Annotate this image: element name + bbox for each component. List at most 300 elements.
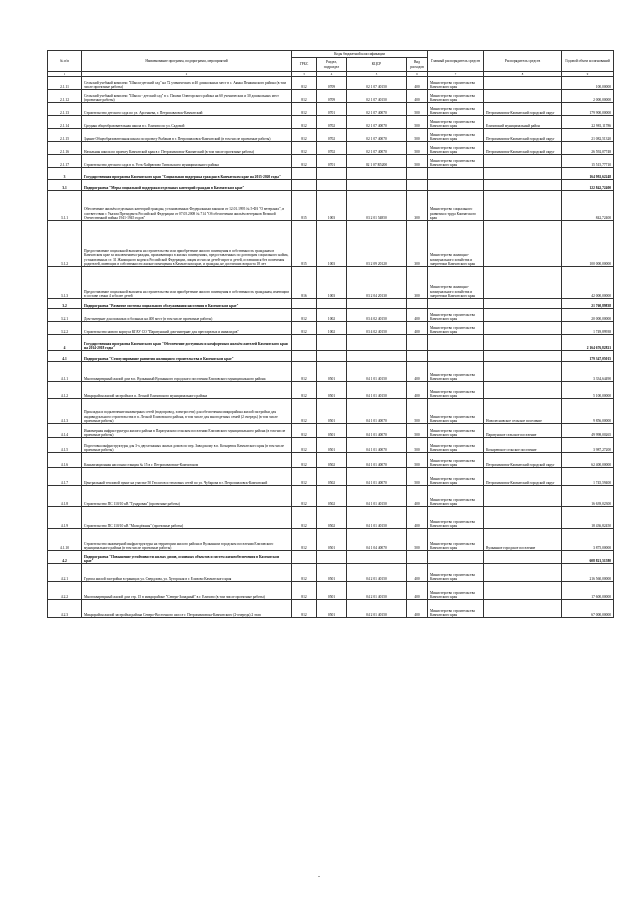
row-recipient <box>484 551 562 564</box>
row-recipient <box>484 382 562 399</box>
row-volume: 21 082,51320 <box>562 129 614 142</box>
row-ksr: 04 2 01 40150 <box>347 600 407 618</box>
row-manager: Министерство социального развития и труда Камчатского края <box>428 191 484 221</box>
table-row <box>48 486 614 507</box>
row-number: 4.2.2 <box>48 582 82 600</box>
row-ksr: 03 4 02 40150 <box>347 322 407 335</box>
row-name: Многоквартирный жилой дом в п. Вулканный Вулканного городского поселения Елизовского муниципального района <box>82 362 292 382</box>
row-razdel: 0701 <box>317 155 347 168</box>
row-number: 3.1.1 <box>48 191 82 221</box>
row-grbs: 812 <box>292 600 317 618</box>
header-codes-group: Коды бюджетной классификации <box>292 51 428 58</box>
column-number: 5 <box>347 72 407 77</box>
row-name: Государственная программа Камчатского края "Обеспечение доступным и комфортным жильём жителей Камчатского края на 2014-2018 годы" <box>82 335 292 351</box>
row-manager: Министерство строительства Камчатского края <box>428 90 484 103</box>
row-vr: 500 <box>407 468 428 486</box>
row-razdel <box>317 335 347 351</box>
row-number: 2.1.11 <box>48 77 82 90</box>
row-manager: Министерство строительства Камчатского края <box>428 438 484 453</box>
row-razdel: 1003 <box>317 191 347 221</box>
row-manager: Министерство строительства Камчатского края <box>428 424 484 438</box>
row-ksr <box>347 168 407 180</box>
row-ksr: 04 1 01 40150 <box>347 362 407 382</box>
row-volume: 3 987,27200 <box>562 438 614 453</box>
header-razdel: Раздел, подраздел <box>317 58 347 72</box>
row-volume: 1 749,89938 <box>562 322 614 335</box>
row-razdel: 1003 <box>317 221 347 267</box>
table-row <box>48 322 614 335</box>
row-manager <box>428 335 484 351</box>
row-grbs: 812 <box>292 142 317 155</box>
row-name: Подпрограмма "Развитие системы социального обслуживания населения в Камчатском крае" <box>82 299 292 309</box>
row-recipient <box>484 90 562 103</box>
row-volume: 18 436,82450 <box>562 507 614 529</box>
row-manager: Министерство строительства Камчатского края <box>428 486 484 507</box>
column-number: 3 <box>292 72 317 77</box>
row-name: Государственная программа Камчатского края "Социальная поддержка граждан в Камчатском крае на 2015-2020 годы" <box>82 168 292 180</box>
row-vr: 500 <box>407 424 428 438</box>
row-grbs: 815 <box>292 221 317 267</box>
row-name: Строительство детского сада по ул. Арсеньева, г. Петропавловск-Камчатский <box>82 103 292 116</box>
table-row <box>48 453 614 468</box>
table-row <box>48 335 614 351</box>
row-recipient: Елизовский муниципальный район <box>484 116 562 129</box>
row-vr: 500 <box>407 103 428 116</box>
row-grbs: 815 <box>292 191 317 221</box>
table-row <box>48 116 614 129</box>
row-recipient: Козыревское сельское поселение <box>484 438 562 453</box>
row-volume: 2 000,00000 <box>562 90 614 103</box>
row-razdel: 0501 <box>317 362 347 382</box>
row-vr: 300 <box>407 221 428 267</box>
row-name: Группа жилой застройки в границах ул. Свердлова, ул. Хуторская в г. Елизово Камчатского края <box>82 564 292 582</box>
row-recipient: Новолесновское сельское поселение <box>484 399 562 424</box>
header-name: Наименование программ, подпрограмм, мероприятий <box>82 51 292 72</box>
table-row <box>48 382 614 399</box>
row-grbs: 812 <box>292 507 317 529</box>
row-name: Строительство нового корпуса КГАУ СО "Паратунский дом-интернат для престарелых и инвалидов" <box>82 322 292 335</box>
row-manager <box>428 180 484 191</box>
row-ksr: 04 1 01 40070 <box>347 453 407 468</box>
row-volume: 608 821,51580 <box>562 551 614 564</box>
row-manager: Министерство строительства Камчатского края <box>428 468 484 486</box>
row-razdel: 0502 <box>317 486 347 507</box>
row-volume: 2 164 676,82821 <box>562 335 614 351</box>
header-manager: Главный распорядитель средств <box>428 51 484 72</box>
row-manager <box>428 551 484 564</box>
row-number: 4.1.8 <box>48 486 82 507</box>
row-recipient <box>484 309 562 322</box>
row-number: 4 <box>48 335 82 351</box>
row-grbs: 816 <box>292 267 317 299</box>
row-grbs: 812 <box>292 103 317 116</box>
row-ksr: 02 1 07 40070 <box>347 103 407 116</box>
row-razdel: 0501 <box>317 564 347 582</box>
row-name: Строительство инженерной инфраструктуры на территории жилого района в Вулканном городском поселении Елизовского муниципального района (в том числе проектные работы) <box>82 529 292 551</box>
row-number: 4.2.3 <box>48 600 82 618</box>
row-vr <box>407 299 428 309</box>
table-row <box>48 267 614 299</box>
row-vr <box>407 351 428 362</box>
row-grbs: 812 <box>292 453 317 468</box>
row-number: 4.1 <box>48 351 82 362</box>
row-name: Канализационная насосная станция № 15 в г. Петропавловске-Камчатском <box>82 453 292 468</box>
row-vr <box>407 168 428 180</box>
row-grbs: 812 <box>292 468 317 486</box>
row-number: 4.1.4 <box>48 424 82 438</box>
row-vr: 400 <box>407 77 428 90</box>
row-manager: Министерство строительства Камчатского края <box>428 600 484 618</box>
row-number: 3.1.3 <box>48 267 82 299</box>
row-volume: 17 600,00000 <box>562 582 614 600</box>
table-row <box>48 129 614 142</box>
row-ksr: 03 2 01 54850 <box>347 191 407 221</box>
row-ksr: 04 2 01 40150 <box>347 582 407 600</box>
row-razdel: 1002 <box>317 322 347 335</box>
table-row <box>48 77 614 90</box>
row-number: 3.1.2 <box>48 221 82 267</box>
row-ksr: 02 1 07 40150 <box>347 77 407 90</box>
row-vr: 500 <box>407 155 428 168</box>
row-recipient <box>484 191 562 221</box>
row-name: Дом-интернат для пожилых и больных на 400 мест (в том числе проектные работы) <box>82 309 292 322</box>
table-row <box>48 529 614 551</box>
row-volume: 22 981,11786 <box>562 116 614 129</box>
row-manager: Министерство строительства Камчатского края <box>428 362 484 382</box>
row-razdel: 0702 <box>317 142 347 155</box>
row-recipient <box>484 362 562 382</box>
row-name: Средняя общеобразовательная школа в с. Елизово по ул. Садовой <box>82 116 292 129</box>
row-vr: 300 <box>407 191 428 221</box>
row-number: 3 <box>48 168 82 180</box>
table-row <box>48 564 614 582</box>
row-razdel <box>317 168 347 180</box>
row-volume: 26 592,07748 <box>562 142 614 155</box>
row-vr: 500 <box>407 116 428 129</box>
document-page <box>47 50 613 618</box>
row-manager <box>428 299 484 309</box>
row-volume: 5 100,00000 <box>562 382 614 399</box>
table-row <box>48 168 614 180</box>
row-recipient: Петропавловск-Камчатский городской округ <box>484 103 562 116</box>
header-num: № п/п <box>48 51 82 72</box>
row-vr: 500 <box>407 399 428 424</box>
row-recipient <box>484 486 562 507</box>
row-name: Строительство детского сада в п. Усть-Хайрюзово Тигильского муниципального района <box>82 155 292 168</box>
row-grbs: 812 <box>292 399 317 424</box>
row-volume: 3 875,00000 <box>562 529 614 551</box>
row-number: 4.2 <box>48 551 82 564</box>
row-recipient: Вулканное городское поселение <box>484 529 562 551</box>
row-ksr <box>347 335 407 351</box>
row-name: Подпрограмма "Стимулирование развития жилищного строительства в Камчатском крае" <box>82 351 292 362</box>
row-volume: 842,72400 <box>562 191 614 221</box>
row-ksr <box>347 351 407 362</box>
row-name: Подпрограмма "Меры социальной поддержки отдельных категорий граждан в Камчатском крае" <box>82 180 292 191</box>
row-grbs: 812 <box>292 129 317 142</box>
row-number: 4.2.1 <box>48 564 82 582</box>
row-manager: Министерство строительства Камчатского края <box>428 529 484 551</box>
row-manager: Министерство строительства Камчатского края <box>428 322 484 335</box>
row-vr: 400 <box>407 600 428 618</box>
row-ksr: 04 1 01 40150 <box>347 507 407 529</box>
row-vr: 500 <box>407 438 428 453</box>
row-name: Центральный тепловой пункт на участке 50 Геологов и тепловых сетей по ул. Чубарова в г. Петропавловск-Камчатский <box>82 468 292 486</box>
column-number: 6 <box>407 72 428 77</box>
table-row <box>48 191 614 221</box>
row-razdel: 0702 <box>317 129 347 142</box>
row-manager: Министерство строительства Камчатского края <box>428 309 484 322</box>
row-number: 4.1.9 <box>48 507 82 529</box>
row-number: 4.1.1 <box>48 362 82 382</box>
row-manager: Министерство жилищно-коммунального хозяйства и энергетики Камчатского края <box>428 221 484 267</box>
row-manager: Министерство строительства Камчатского края <box>428 507 484 529</box>
table-row <box>48 180 614 191</box>
row-grbs: 812 <box>292 438 317 453</box>
row-ksr: 02 1 07 40070 <box>347 129 407 142</box>
row-razdel: 0709 <box>317 90 347 103</box>
row-grbs <box>292 168 317 180</box>
row-razdel: 1002 <box>317 309 347 322</box>
row-grbs: 812 <box>292 529 317 551</box>
row-razdel: 0501 <box>317 399 347 424</box>
table-row <box>48 468 614 486</box>
row-grbs <box>292 299 317 309</box>
row-name: Подпрограмма "Повышение устойчивости жилых домов, основных объектов и систем жизнеобеспечения в Камчатском крае" <box>82 551 292 564</box>
row-ksr <box>347 551 407 564</box>
row-volume: 100,00000 <box>562 77 614 90</box>
row-number: 3.2 <box>48 299 82 309</box>
row-vr: 500 <box>407 453 428 468</box>
row-recipient <box>484 168 562 180</box>
row-vr: 400 <box>407 582 428 600</box>
row-volume: 179 900,00000 <box>562 103 614 116</box>
row-razdel: 0501 <box>317 582 347 600</box>
header-recipient: Распорядитель средств <box>484 51 562 72</box>
row-grbs <box>292 351 317 362</box>
row-number: 4.1.3 <box>48 399 82 424</box>
row-recipient: Петропавловск-Камчатский городской округ <box>484 129 562 142</box>
row-name: Инженерная инфраструктура жилого района в Паратунском сельском поселении Елизовского муниципального района (в том числе проектные работы) <box>82 424 292 438</box>
row-grbs <box>292 551 317 564</box>
row-ksr: 03 2 04 20130 <box>347 267 407 299</box>
row-volume: 122 842,72400 <box>562 180 614 191</box>
row-vr: 400 <box>407 309 428 322</box>
row-ksr: 04 1 01 40150 <box>347 382 407 399</box>
row-ksr: 02 1 07 40070 <box>347 142 407 155</box>
row-manager <box>428 351 484 362</box>
row-grbs: 812 <box>292 564 317 582</box>
row-vr: 400 <box>407 90 428 103</box>
row-vr: 400 <box>407 507 428 529</box>
table-row <box>48 90 614 103</box>
header-vr: Вид расходов <box>407 58 428 72</box>
row-ksr: 04 1 01 40150 <box>347 486 407 507</box>
row-volume: 62 400,00000 <box>562 453 614 468</box>
row-name: Здание Общеобразовательная школа по проекту Рыбаков в г. Петропавловск-Камчатский (в том числе проектные работы) <box>82 129 292 142</box>
table-row <box>48 424 614 438</box>
column-number: 1 <box>48 72 82 77</box>
column-number: 8 <box>484 72 562 77</box>
row-razdel: 0702 <box>317 116 347 129</box>
row-ksr: 04 2 01 40150 <box>347 564 407 582</box>
row-vr: 400 <box>407 486 428 507</box>
row-razdel: 0709 <box>317 77 347 90</box>
row-grbs: 812 <box>292 486 317 507</box>
row-recipient <box>484 180 562 191</box>
row-volume: 20 000,00000 <box>562 309 614 322</box>
row-ksr: 04 1 04 40070 <box>347 529 407 551</box>
row-number: 3.1 <box>48 180 82 191</box>
row-razdel <box>317 180 347 191</box>
row-razdel: 0501 <box>317 424 347 438</box>
row-vr: 500 <box>407 142 428 155</box>
row-name: Начальная школа по проекту Камчатской края в г. Петропавловск-Камчатский (в том числе проектные работы) <box>82 142 292 155</box>
row-ksr: 03 2 09 20120 <box>347 221 407 267</box>
row-name: Предоставление социальной выплаты на строительство или приобретение жилого помещения в собственность гражданам в Камчатском крае за исключением граждан, проживающих в жилых помещениях, предоставленных по договорам социального найма, установленных ст. 31 Жилищного кодекса Российской Федерации, лицам из числа детей-сирот и детей, оставшихся без попечения родителей, имеющих в собственности жилые помещения в Камчатском крае, и граждан, не достигших возраста 18 лет <box>82 221 292 267</box>
row-vr: 400 <box>407 322 428 335</box>
header-ksr: КЦСР <box>347 58 407 72</box>
row-recipient <box>484 582 562 600</box>
row-ksr: 02 1 07 40070 <box>347 116 407 129</box>
table-row <box>48 582 614 600</box>
row-grbs: 812 <box>292 424 317 438</box>
row-vr: 300 <box>407 267 428 299</box>
row-recipient <box>484 322 562 335</box>
table-row <box>48 399 614 424</box>
row-name: Микрорайон жилой застройки в п. Лесной Елизовского муниципального района <box>82 382 292 399</box>
column-number: 2 <box>82 72 292 77</box>
row-grbs: 812 <box>292 382 317 399</box>
row-name: Строительство ПС 110/10 кВ "Тундровая" (проектные работы) <box>82 486 292 507</box>
row-vr: 500 <box>407 129 428 142</box>
row-name: Обеспечение жильём отдельных категорий граждан, установленных Федеральным законом от 12.01.1995 № 5-ФЗ "О ветеранах", в соответствии с Указом Президента Российской Федерации от 07.05.2008 № 714 "Об обеспечении жильём ветеранов Великой Отечественной войны 1941-1945 годов" <box>82 191 292 221</box>
row-razdel <box>317 299 347 309</box>
row-razdel: 0501 <box>317 382 347 399</box>
row-manager: Министерство строительства Камчатского края <box>428 77 484 90</box>
row-razdel: 0502 <box>317 453 347 468</box>
row-razdel: 0501 <box>317 438 347 453</box>
row-razdel <box>317 551 347 564</box>
row-manager: Министерство строительства Камчатского края <box>428 116 484 129</box>
row-vr: 400 <box>407 362 428 382</box>
row-volume: 216 560,00000 <box>562 564 614 582</box>
row-grbs <box>292 180 317 191</box>
table-body <box>48 77 614 618</box>
row-ksr: 04 1 01 40070 <box>347 424 407 438</box>
row-manager: Министерство строительства Камчатского края <box>428 142 484 155</box>
row-number: 3.2.2 <box>48 322 82 335</box>
row-recipient: Петропавловск-Камчатский городской округ <box>484 453 562 468</box>
table-row <box>48 551 614 564</box>
row-volume: 67 000,00000 <box>562 600 614 618</box>
row-volume: 21 760,89838 <box>562 299 614 309</box>
row-grbs: 812 <box>292 309 317 322</box>
row-ksr: 04 1 01 40070 <box>347 468 407 486</box>
row-recipient <box>484 564 562 582</box>
row-ksr: 03 4 02 40150 <box>347 309 407 322</box>
row-vr <box>407 551 428 564</box>
row-grbs: 812 <box>292 90 317 103</box>
row-razdel: 0501 <box>317 600 347 618</box>
row-manager: Министерство строительства Камчатского края <box>428 453 484 468</box>
row-name: Микрорайон жилой застройки района Северо-Восточного шоссе г. Петропавловска-Камчатского (2-очередь) 2 этап <box>82 600 292 618</box>
row-recipient <box>484 507 562 529</box>
column-number: 4 <box>317 72 347 77</box>
row-manager: Министерство строительства Камчатского края <box>428 382 484 399</box>
row-grbs: 812 <box>292 155 317 168</box>
row-number: 2.1.16 <box>48 142 82 155</box>
row-grbs <box>292 335 317 351</box>
row-vr: 500 <box>407 529 428 551</box>
row-manager: Министерство жилищно-коммунального хозяйства и энергетики Камчатского края <box>428 267 484 299</box>
page-marker: - <box>318 874 320 880</box>
row-recipient <box>484 335 562 351</box>
table-row <box>48 299 614 309</box>
row-recipient <box>484 77 562 90</box>
row-vr: 400 <box>407 382 428 399</box>
row-manager: Министерство строительства Камчатского края <box>428 582 484 600</box>
column-number: 9 <box>562 72 614 77</box>
row-name: Сельский учебный комплекс "Школа-детский сад" на 72 ученических и 40 дошкольных мест в с. Аянка Пенжинского района (в том числе проектные работы) <box>82 77 292 90</box>
row-recipient <box>484 600 562 618</box>
row-ksr: 04 1 01 40070 <box>347 399 407 424</box>
row-manager <box>428 168 484 180</box>
table-row <box>48 600 614 618</box>
row-volume: 42 000,00000 <box>562 267 614 299</box>
budget-table <box>47 50 614 618</box>
row-manager: Министерство строительства Камчатского края <box>428 103 484 116</box>
row-ksr: 02 1 07 40150 <box>347 90 407 103</box>
row-number: 4.1.10 <box>48 529 82 551</box>
row-recipient <box>484 299 562 309</box>
row-recipient <box>484 155 562 168</box>
row-volume: 179 347,05015 <box>562 351 614 362</box>
table-row <box>48 438 614 453</box>
row-number: 4.1.7 <box>48 468 82 486</box>
row-number: 4.1.2 <box>48 382 82 399</box>
row-vr: 400 <box>407 564 428 582</box>
row-name: Прокладка и подключение инженерных сетей (водопровод, электросети) для обеспечения микрорайона жилой застройки для индивидуального строительства в п. Лесной Елизовского района, в том числе для многодетных семей (2 очередь) (в том числе проектные работы) <box>82 399 292 424</box>
row-grbs: 812 <box>292 362 317 382</box>
row-recipient: Петропавловск-Камчатский городской округ <box>484 468 562 486</box>
row-razdel <box>317 351 347 362</box>
row-razdel: 1003 <box>317 267 347 299</box>
row-razdel: 0701 <box>317 103 347 116</box>
row-volume: 164 992,62248 <box>562 168 614 180</box>
row-volume: 100 000,00000 <box>562 221 614 267</box>
row-grbs: 812 <box>292 77 317 90</box>
row-ksr: 02 1 07 R5200 <box>347 155 407 168</box>
row-recipient <box>484 351 562 362</box>
row-number: 2.1.14 <box>48 116 82 129</box>
row-number: 3.2.1 <box>48 309 82 322</box>
row-number: 2.1.12 <box>48 90 82 103</box>
row-volume: 15 515,77710 <box>562 155 614 168</box>
row-ksr <box>347 180 407 191</box>
table-row <box>48 362 614 382</box>
table-row <box>48 142 614 155</box>
row-manager: Министерство строительства Камчатского края <box>428 155 484 168</box>
header-volume: Годовой объем ассигнований <box>562 51 614 72</box>
row-grbs: 812 <box>292 116 317 129</box>
table-row <box>48 351 614 362</box>
header-grbs: ГРБС <box>292 58 317 72</box>
row-volume: 1 745,59400 <box>562 468 614 486</box>
row-vr <box>407 180 428 191</box>
table-row <box>48 221 614 267</box>
row-number: 4.1.5 <box>48 438 82 453</box>
